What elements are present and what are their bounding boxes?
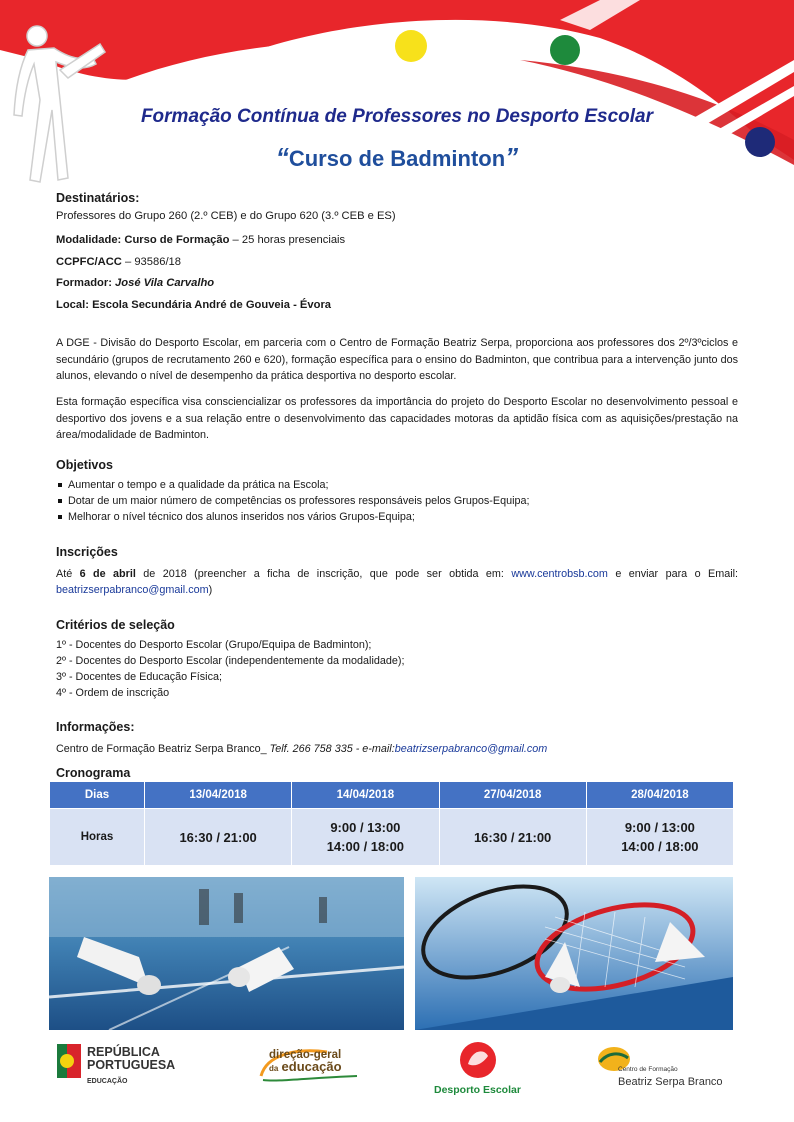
inscricoes-section <box>56 544 738 598</box>
close-quote: ” <box>505 142 519 172</box>
inscricoes-middle: de 2018 (preencher a ficha de inscrição, que pode ser obtida em: <box>135 568 512 580</box>
column-header: 27/04/2018 <box>439 782 586 809</box>
local-value: Escola Secundária André de Gouveia - Évora <box>92 299 332 311</box>
formador-value: José Vila Carvalho <box>115 277 215 289</box>
purpose-paragraph: Esta formação específica visa consciencializar os professores da importância do projeto do Desporto Escolar no desenvolvimento pessoal e desportivo dos jovens e a sua relação entre o desenvolvimento das capacidades motoras da aptidão física com as aquisições/prestação na área/modalidade de Badminton. <box>56 396 738 441</box>
inscricoes-prefix: Até <box>56 568 80 580</box>
inscricoes-suffix: ) <box>208 584 213 596</box>
table-header-row <box>50 782 734 809</box>
modalidade-line <box>56 232 738 248</box>
ccpfc-label: CCPFC/ACC <box>56 256 122 268</box>
column-header: Dias <box>50 782 145 809</box>
time-slot: 14:00 / 18:00 <box>326 839 405 854</box>
desporto-text: Desporto Escolar <box>434 1084 521 1096</box>
email-link[interactable]: beatrizserpabranco@gmail.com <box>56 584 209 596</box>
republica-line3: EDUCAÇÃO <box>87 1078 128 1085</box>
page-title: Formação Contínua de Professores no Desporto Escolar <box>140 106 654 127</box>
republica-portuguesa-logo <box>57 1040 187 1110</box>
time-slot: 9:00 / 13:00 <box>330 820 401 835</box>
centro-formacao-logo <box>596 1040 736 1110</box>
website-link[interactable]: www.centrobsb.com <box>511 568 608 580</box>
informacoes-org: Centro de Formação Beatriz Serpa Branco_ <box>56 743 270 755</box>
centro-big-text: Beatriz Serpa Branco <box>618 1076 723 1088</box>
dge-line3: educação <box>281 1059 342 1074</box>
formador-label: Formador: <box>56 277 116 289</box>
modalidade-hours: – 25 horas presenciais <box>229 234 346 246</box>
criterios-list <box>56 637 738 701</box>
inscricoes-text <box>56 566 738 598</box>
destinatarios-label: Destinatários: <box>56 191 140 205</box>
intro-paragraph: A DGE - Divisão do Desporto Escolar, em parceria com o Centro de Formação Beatriz Serpa, proporciona aos professores dos 2º/3ºciclos e secundário (grupos de recrutamento 260 e 620), formação específica para o ensino do Badminton, que contribua para a intervenção junto dos alunos, elevando o nível de desempenho da prática desportiva no desporto escolar. <box>56 337 738 382</box>
open-quote: “ <box>275 142 289 172</box>
dge-logo <box>257 1040 367 1110</box>
list-item: 4º - Ordem de inscrição <box>56 687 170 699</box>
criterios-title: Critérios de seleção <box>56 618 175 632</box>
column-header: 14/04/2018 <box>292 782 439 809</box>
modalidade-label: Modalidade: <box>56 234 122 246</box>
objetivos-title: Objetivos <box>56 458 113 472</box>
table-row <box>50 809 734 866</box>
column-header: 28/04/2018 <box>586 782 733 809</box>
table-cell: Horas <box>50 809 145 866</box>
time-slot: 14:00 / 18:00 <box>621 839 699 854</box>
ccpfc-line <box>56 254 738 270</box>
list-item: Dotar de um maior número de competências os professores responsáveis pelos Grupos-Equipa; <box>56 493 738 509</box>
republica-line1: REPÚBLICA <box>87 1045 160 1059</box>
objetivos-section <box>56 457 738 525</box>
cronograma-title: Cronograma <box>56 766 131 780</box>
course-name: Curso de Badminton <box>288 146 506 171</box>
rackets-and-shuttlecocks-photo <box>415 877 733 1030</box>
time-slot: 16:30 / 21:00 <box>179 829 257 845</box>
local-line <box>56 297 738 313</box>
list-item: 2º - Docentes do Desporto Escolar (independentemente da modalidade); <box>56 655 405 667</box>
modalidade-value: Curso de Formação <box>124 234 230 246</box>
objetivos-list <box>56 477 738 525</box>
list-item: 1º - Docentes do Desporto Escolar (Grupo/Equipa de Badminton); <box>56 639 372 651</box>
desporto-escolar-logo <box>428 1040 538 1110</box>
dge-line2: da <box>269 1064 279 1073</box>
informacoes-text <box>56 741 738 757</box>
table-cell <box>586 809 733 866</box>
informacoes-section <box>56 719 738 757</box>
ccpfc-value: – 93586/18 <box>121 256 181 268</box>
column-header: 13/04/2018 <box>145 782 292 809</box>
formador-line <box>56 275 738 291</box>
informacoes-telf: Telf. 266 758 335 - e-mail: <box>269 743 395 755</box>
flag-icon <box>57 1044 81 1078</box>
table-cell <box>292 809 439 866</box>
course-info <box>56 190 738 313</box>
destinatarios-text: Professores do Grupo 260 (2.º CEB) e do Grupo 620 (3.º CEB e ES) <box>56 210 396 222</box>
criterios-section <box>56 617 738 701</box>
list-item: Aumentar o tempo e a qualidade da prática na Escola; <box>56 477 738 493</box>
dge-line1: direção-geral <box>269 1049 342 1061</box>
table-cell <box>145 809 292 866</box>
list-item: Melhorar o nível técnico dos alunos inseridos nos vários Grupos-Equipa; <box>56 509 738 525</box>
inscricoes-date: 6 de abril <box>79 568 136 580</box>
course-title <box>0 142 794 173</box>
inscricoes-title: Inscrições <box>56 545 118 559</box>
informacoes-email-link[interactable]: beatrizserpabranco@gmail.com <box>394 743 548 755</box>
shuttlecocks-on-court-photo <box>49 877 404 1030</box>
local-label: Local: <box>56 299 93 311</box>
table-cell <box>439 809 586 866</box>
centro-small-text: Centro de Formação <box>618 1066 678 1073</box>
desporto-escolar-icon <box>458 1040 498 1080</box>
list-item: 3º - Docentes de Educação Física; <box>56 671 222 683</box>
inscricoes-after-site: e enviar para o Email: <box>607 568 738 580</box>
time-slot: 9:00 / 13:00 <box>624 820 695 835</box>
republica-line2: PORTUGUESA <box>87 1058 176 1072</box>
time-slot: 16:30 / 21:00 <box>473 829 552 845</box>
informacoes-title: Informações: <box>56 720 135 734</box>
schedule-table <box>49 781 734 866</box>
